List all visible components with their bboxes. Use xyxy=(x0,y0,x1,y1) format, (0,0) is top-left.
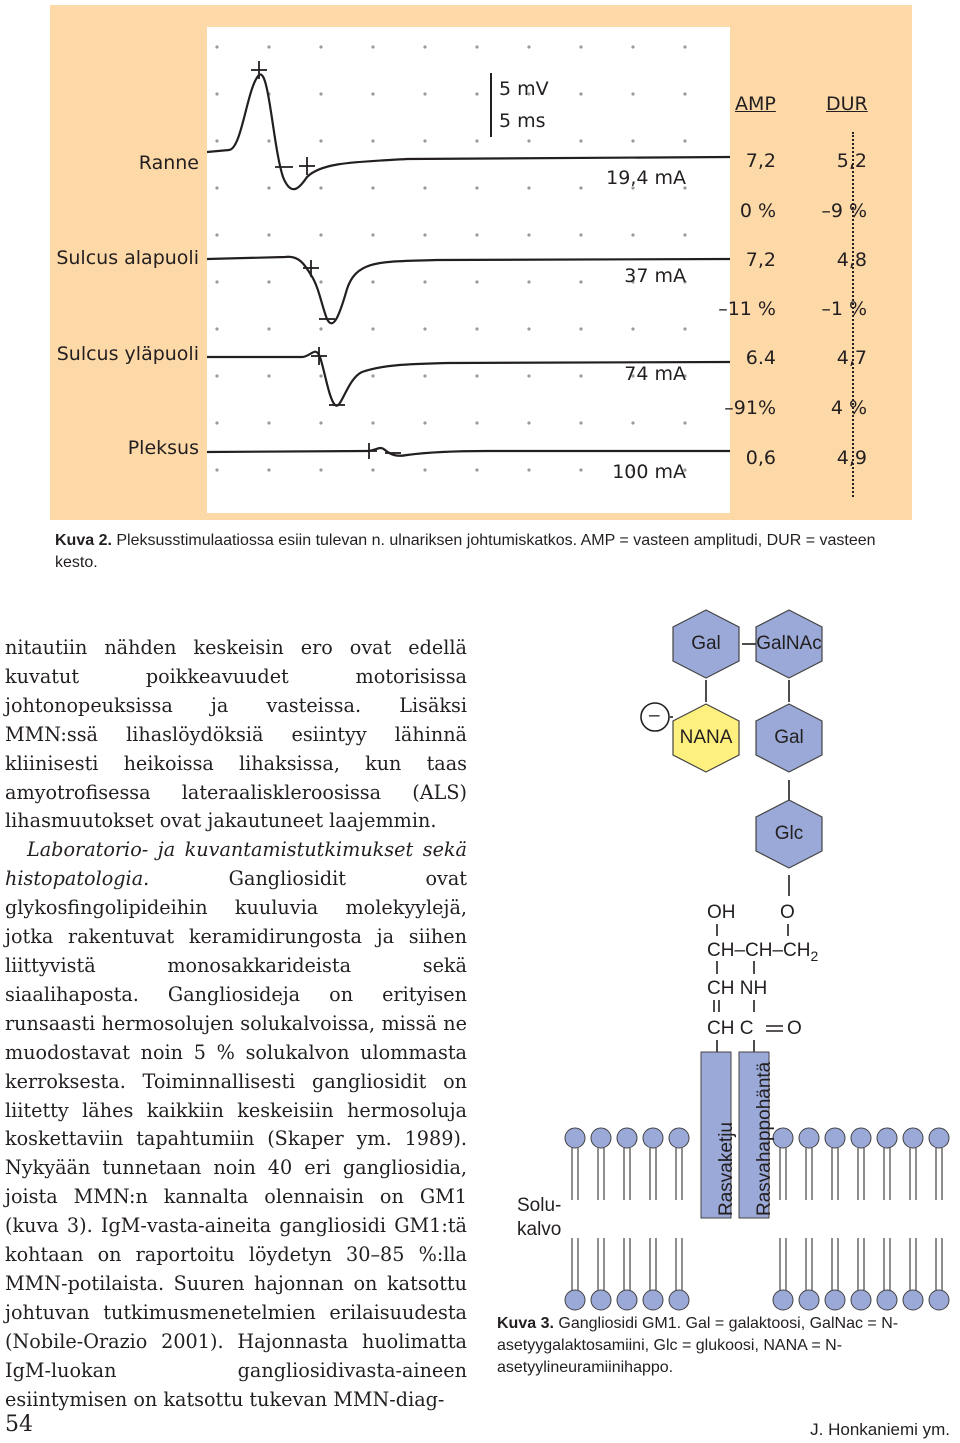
grid-dot xyxy=(579,233,582,236)
caption-label: Kuva 2. xyxy=(55,532,112,549)
grid-dot xyxy=(215,45,218,48)
grid-dot xyxy=(527,468,530,471)
grid-dot xyxy=(215,374,218,377)
author-footer: J. Honkaniemi ym. xyxy=(810,1420,950,1439)
dur-header: DUR xyxy=(826,93,868,115)
stimulus-label: 37 mA xyxy=(624,265,686,287)
grid-dot xyxy=(319,374,322,377)
paragraph-with-heading xyxy=(5,836,467,1414)
oxygen-double: O xyxy=(787,1018,802,1039)
grid-dot xyxy=(423,45,426,48)
grid-dot xyxy=(527,327,530,330)
grid-dot xyxy=(631,327,634,330)
figure-3 xyxy=(495,600,960,1320)
gal-label-2: Gal xyxy=(774,727,804,748)
grid-dot xyxy=(423,421,426,424)
grid-dot xyxy=(215,468,218,471)
lipid-head xyxy=(773,1290,793,1310)
grid-dot xyxy=(319,468,322,471)
grid-dot xyxy=(579,468,582,471)
stimulus-label: 74 mA xyxy=(624,363,686,385)
dur-value: –1 % xyxy=(821,298,867,320)
lipid-head xyxy=(877,1290,897,1310)
grid-dot xyxy=(475,280,478,283)
gal-label: Gal xyxy=(691,633,721,654)
grid-dot xyxy=(215,327,218,330)
grid-dot xyxy=(319,139,322,142)
grid-dot xyxy=(631,139,634,142)
amp-value: –11 % xyxy=(718,298,776,320)
grid-dot xyxy=(631,45,634,48)
oxygen-top: O xyxy=(780,902,795,923)
ch-c-row: CH C xyxy=(707,1018,754,1039)
amp-value: 6.4 xyxy=(745,347,776,369)
site-label: Sulcus alapuoli xyxy=(56,247,199,269)
grid-dot xyxy=(631,92,634,95)
oh-group: OH xyxy=(707,902,736,923)
amp-header: AMP xyxy=(735,93,776,115)
grid-dot xyxy=(371,468,374,471)
grid-dot xyxy=(267,327,270,330)
grid-dot xyxy=(579,280,582,283)
lipid-head xyxy=(825,1128,845,1148)
grid-dot xyxy=(267,139,270,142)
calibration-bar xyxy=(490,73,492,137)
grid-dot xyxy=(631,233,634,236)
lipid-head xyxy=(851,1290,871,1310)
amp-value: –91% xyxy=(724,397,776,419)
ch-row xyxy=(707,940,818,964)
body-text xyxy=(5,634,467,1414)
grid-dot xyxy=(579,421,582,424)
lipid-head xyxy=(773,1128,793,1148)
lipid-head xyxy=(799,1128,819,1148)
lipid-head xyxy=(903,1128,923,1148)
grid-dot xyxy=(475,468,478,471)
figure-3-caption xyxy=(497,1313,957,1379)
amp-value: 0,6 xyxy=(745,447,776,469)
grid-dot xyxy=(371,45,374,48)
grid-dot xyxy=(683,45,686,48)
grid-dot xyxy=(423,374,426,377)
grid-dot xyxy=(215,186,218,189)
grid-dot xyxy=(527,421,530,424)
grid-dot xyxy=(683,327,686,330)
grid-dot xyxy=(319,45,322,48)
grid-dot xyxy=(475,421,478,424)
grid-dot xyxy=(371,327,374,330)
site-label: Sulcus yläpuoli xyxy=(56,343,199,365)
dur-value: 4,7 xyxy=(836,347,867,369)
grid-dot xyxy=(475,374,478,377)
grid-dot xyxy=(527,233,530,236)
grid-dot xyxy=(527,374,530,377)
dur-value: 4 % xyxy=(830,397,867,419)
grid-dot xyxy=(527,186,530,189)
galnac-label: GalNAc xyxy=(756,633,822,654)
grid-dot xyxy=(683,92,686,95)
calibration-ms: 5 ms xyxy=(499,110,546,132)
grid-dot xyxy=(527,45,530,48)
figure-2-caption xyxy=(55,530,915,574)
lipid-head xyxy=(929,1128,949,1148)
grid-dot xyxy=(319,327,322,330)
paragraph: nitautiin nähden keskeisin ero ovat edellä kuvatut poikkeavuudet motorisissa johtonopeuksissa ja vasteissa. Lisäksi MMN:ssä lihaslöydöksiä esiintyy lähinnä kliinisesti heikoissa lihaksissa, kun taas amyotrofisessa lateraaliskleroosissa (ALS) lihasmuutokset ovat jakautuneet laajemmin. xyxy=(5,636,467,833)
stimulus-label: 19,4 mA xyxy=(606,167,686,189)
lipid-head xyxy=(929,1290,949,1310)
grid-dot xyxy=(267,280,270,283)
grid-dot xyxy=(475,233,478,236)
grid-dot xyxy=(319,233,322,236)
lipid-head xyxy=(851,1128,871,1148)
lipid-head xyxy=(565,1128,585,1148)
figure-2 xyxy=(50,5,912,520)
caption-text: Pleksusstimulaatiossa esiin tulevan n. ulnariksen johtumiskatkos. AMP = vasteen amplitudi, DUR = vasteen kesto. xyxy=(55,532,876,571)
rasvahappohanta-label: Rasvahappohäntä xyxy=(754,1061,775,1216)
nana-label: NANA xyxy=(679,727,733,748)
grid-dot xyxy=(371,233,374,236)
stimulus-label: 100 mA xyxy=(612,461,686,483)
grid-dot xyxy=(319,280,322,283)
grid-dot xyxy=(683,233,686,236)
amp-value: 7,2 xyxy=(745,249,776,271)
caption-label: Kuva 3. xyxy=(497,1315,554,1332)
grid-dot xyxy=(371,421,374,424)
solukalvo-label xyxy=(517,1194,561,1242)
site-label: Ranne xyxy=(138,152,199,174)
grid-dot xyxy=(267,45,270,48)
lipid-head xyxy=(669,1290,689,1310)
lipid-head xyxy=(617,1128,637,1148)
grid-dot xyxy=(423,186,426,189)
grid-dot xyxy=(267,374,270,377)
grid-dot xyxy=(475,45,478,48)
section-heading: Laboratorio- ja kuvantamistutkimukset sekä histopatologia. xyxy=(5,838,467,891)
amp-value: 7,2 xyxy=(745,150,776,172)
grid-dot xyxy=(371,374,374,377)
page-number: 54 xyxy=(5,1412,33,1437)
site-label: Pleksus xyxy=(127,437,199,459)
solukalvo-line-2: kalvo xyxy=(517,1219,562,1240)
grid-dot xyxy=(475,327,478,330)
grid-dot xyxy=(319,421,322,424)
grid-dot xyxy=(215,233,218,236)
grid-dot xyxy=(423,280,426,283)
grid-dot xyxy=(423,233,426,236)
grid-dot xyxy=(579,139,582,142)
solukalvo-line-1: Solu- xyxy=(517,1195,562,1216)
grid-dot xyxy=(631,421,634,424)
lipid-head xyxy=(825,1290,845,1310)
grid-dot xyxy=(579,374,582,377)
rasvaketju-label: Rasvaketju xyxy=(716,1122,737,1216)
lipid-head xyxy=(643,1290,663,1310)
grid-dot xyxy=(215,92,218,95)
grid-dot xyxy=(319,186,322,189)
lipid-head xyxy=(669,1128,689,1148)
subscript-2: 2 xyxy=(810,947,819,964)
lipid-head xyxy=(643,1128,663,1148)
grid-dot xyxy=(215,280,218,283)
lipid-head xyxy=(565,1290,585,1310)
grid-dot xyxy=(683,139,686,142)
paragraph-text: Gangliosidit ovat glykosfingolipideihin kuuluvia molekyylejä, jotka rakentuvat keramidirungosta ja siihen liittyvistä monosakkarideista sekä siaalihaposta. Gangliosideja on erityisen runsaasti hermosolujen solukalvoissa, missä ne muodostavat noin 5 % solukalvon ulommasta kerroksesta. Toiminnallisesti gangliosidit on liitetty lähes kaikkiin keskeisiin hermosoluja koskettaviin tapahtumiin (Skaper ym. 1989). Nykyään tunnetaan noin 40 eri gangliosidia, joista MMN:n kannalta olennaisin on GM1 (kuva 3). IgM-vasta-aineita gangliosidi GM1:tä kohtaan on raportoitu löydetyn 30–85 %:lla MMN-potilaista. Suuren hajonnan on katsottu johtuvan tutkimusmenetelmien erilaisuudesta (Nobile-Orazio 2001). Hajonnasta huolimatta IgM-luokan gangliosidivasta-aineen esiintymisen on katsottu tukevan MMN-diag- xyxy=(5,867,467,1411)
grid-dot xyxy=(423,92,426,95)
grid-dot xyxy=(371,186,374,189)
grid-dot xyxy=(579,186,582,189)
grid-dot xyxy=(423,327,426,330)
grid-dot xyxy=(371,280,374,283)
grid-dot xyxy=(267,233,270,236)
grid-dot xyxy=(579,45,582,48)
lipid-head xyxy=(591,1128,611,1148)
lipid-head xyxy=(877,1128,897,1148)
grid-dot xyxy=(267,421,270,424)
dur-value: 5,2 xyxy=(836,150,867,172)
dur-value: –9 % xyxy=(821,200,867,222)
grid-dot xyxy=(475,186,478,189)
lipid-head xyxy=(591,1290,611,1310)
grid-dot xyxy=(527,139,530,142)
ch-nh-row: CH NH xyxy=(707,978,768,999)
grid-dot xyxy=(371,92,374,95)
trace-pleksus xyxy=(207,448,730,456)
lipid-head xyxy=(903,1290,923,1310)
calibration-mv: 5 mV xyxy=(499,78,549,100)
grid-dot xyxy=(267,468,270,471)
grid-dot xyxy=(371,139,374,142)
dur-value: 4,8 xyxy=(836,249,867,271)
grid-dot xyxy=(579,92,582,95)
amp-value: 0 % xyxy=(739,200,776,222)
grid-dot xyxy=(319,92,322,95)
grid-dot xyxy=(423,468,426,471)
lipid-head xyxy=(617,1290,637,1310)
glc-label: Glc xyxy=(774,823,804,844)
grid-dot xyxy=(423,139,426,142)
grid-dot xyxy=(267,186,270,189)
caption-text: Gangliosidi GM1. Gal = galaktoosi, GalNac = N-asetyygalaktosamiini, Glc = glukoosi, NANA = N-asetyylineuramiinihappo. xyxy=(497,1315,899,1376)
calibration-labels xyxy=(499,73,549,137)
grid-dot xyxy=(683,421,686,424)
grid-dot xyxy=(215,421,218,424)
dur-value: 4,9 xyxy=(836,447,867,469)
grid-dot xyxy=(527,280,530,283)
grid-dot xyxy=(215,139,218,142)
grid-dot xyxy=(475,92,478,95)
grid-dot xyxy=(475,139,478,142)
lipid-head xyxy=(799,1290,819,1310)
minus-sign: – xyxy=(649,705,660,726)
grid-dot xyxy=(579,327,582,330)
ch-row-text: CH–CH–CH xyxy=(707,940,811,961)
